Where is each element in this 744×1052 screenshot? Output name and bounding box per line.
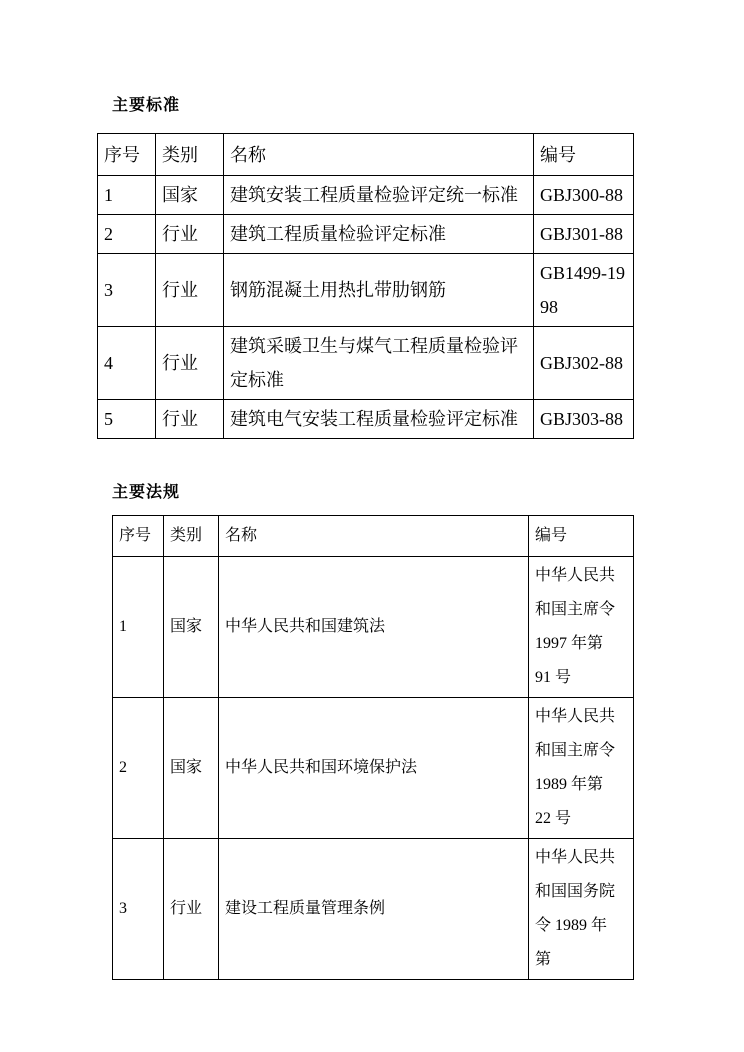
cell-name: 建筑工程质量检验评定标准 [224,215,534,254]
cell-category: 行业 [164,839,219,980]
cell-name: 中华人民共和国建筑法 [219,557,529,698]
cell-category: 国家 [156,176,224,215]
column-header-no: 序号 [98,134,156,176]
cell-category: 行业 [156,215,224,254]
column-header-category: 类别 [164,516,219,557]
cell-code: GBJ302-88 [534,327,634,400]
cell-no: 2 [113,698,164,839]
column-header-category: 类别 [156,134,224,176]
column-header-name: 名称 [219,516,529,557]
table-row [98,327,634,400]
cell-code: GBJ300-88 [534,176,634,215]
cell-no: 3 [98,254,156,327]
cell-name: 建筑采暖卫生与煤气工程质量检验评定标准 [224,327,534,400]
regulations-section-title: 主要法规 [112,484,181,501]
cell-name: 建设工程质量管理条例 [219,839,529,980]
cell-code: GBJ301-88 [534,215,634,254]
column-header-code: 编号 [529,516,634,557]
cell-name: 中华人民共和国环境保护法 [219,698,529,839]
cell-no: 4 [98,327,156,400]
column-header-name: 名称 [224,134,534,176]
table-header-row [113,516,634,557]
table-row [98,400,634,439]
cell-name: 建筑安装工程质量检验评定统一标准 [224,176,534,215]
table-row [98,254,634,327]
table-row [113,698,634,839]
cell-code: 中华人民共和国国务院令 1989 年第 [529,839,634,980]
table-header-row [98,134,634,176]
standards-table [97,133,634,439]
table-row [98,215,634,254]
cell-no: 3 [113,839,164,980]
regulations-table [112,515,634,980]
column-header-no: 序号 [113,516,164,557]
cell-code: GB1499-1998 [534,254,634,327]
standards-section-title: 主要标准 [112,97,181,114]
cell-code: GBJ303-88 [534,400,634,439]
table-row [113,839,634,980]
cell-category: 行业 [156,327,224,400]
cell-category: 国家 [164,557,219,698]
cell-name: 建筑电气安装工程质量检验评定标准 [224,400,534,439]
cell-category: 行业 [156,400,224,439]
cell-no: 1 [113,557,164,698]
cell-code: 中华人民共和国主席令 1989 年第 22 号 [529,698,634,839]
table-row [113,557,634,698]
table-row [98,176,634,215]
cell-no: 2 [98,215,156,254]
cell-category: 行业 [156,254,224,327]
cell-category: 国家 [164,698,219,839]
cell-name: 钢筋混凝土用热扎带肋钢筋 [224,254,534,327]
cell-no: 5 [98,400,156,439]
cell-no: 1 [98,176,156,215]
cell-code: 中华人民共和国主席令 1997 年第 91 号 [529,557,634,698]
column-header-code: 编号 [534,134,634,176]
